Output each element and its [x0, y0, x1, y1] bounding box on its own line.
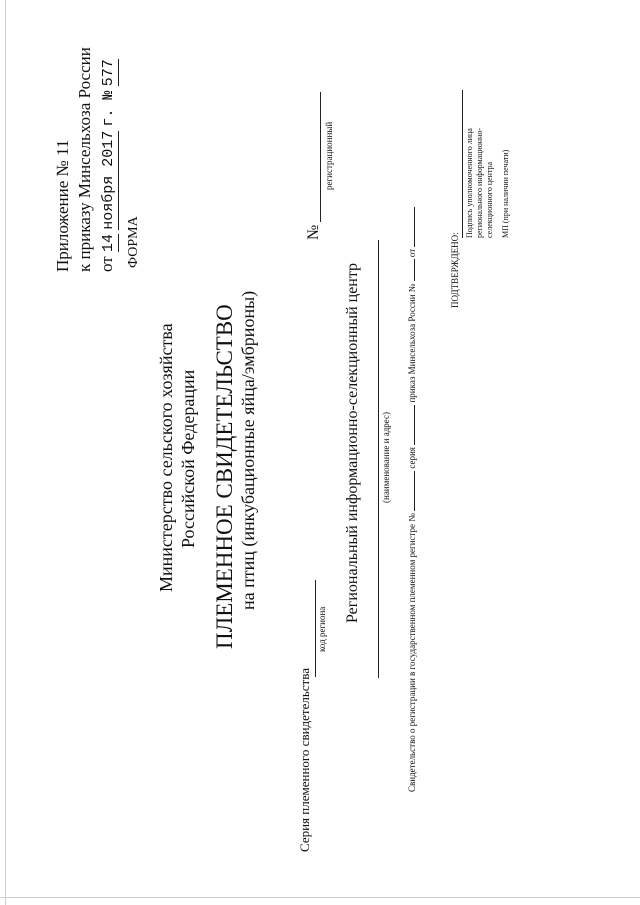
registration-date-blank [414, 207, 415, 247]
appendix-date-month-year: ноября 2017 [100, 130, 117, 230]
page-border-left [5, 0, 6, 905]
appendix-date-day: 14 [100, 234, 117, 253]
ministry-line1: Министерство сельского хозяйства [156, 323, 176, 592]
center-caption: (наименование и адрес) [381, 412, 391, 503]
registration-number-blank [414, 471, 415, 511]
number-caption: регистрационный [324, 121, 334, 190]
signature-caption-1: Подпись уполномоченного лица [465, 128, 474, 238]
registration-part4: от [407, 248, 417, 258]
certificate-subtitle: на птиц (инкубационные яйца/эмбрионы) [238, 290, 258, 610]
signature-caption-3: селекционного центра [485, 161, 494, 238]
registration-part2: серия [407, 447, 417, 469]
registration-order-blank [414, 259, 415, 281]
stamp-caption: МП (при наличии печати) [501, 149, 510, 238]
registration-line [408, 207, 418, 792]
signature-line [462, 90, 463, 238]
registration-part1: Свидетельство о регистрации в государственном племенном регистре № [407, 513, 417, 792]
series-caption: код региона [317, 606, 327, 652]
number-line [320, 92, 321, 222]
form-label: ФОРМА [126, 216, 141, 268]
appendix-year-suffix: г. № [100, 90, 117, 127]
signature-caption-2: регионального информационно- [475, 128, 484, 238]
appendix-line1: Приложение № 11 [53, 139, 72, 272]
page-border-bottom [0, 897, 640, 898]
registration-part3: приказ Минсельхоза России № [407, 283, 417, 403]
appendix-date-line [98, 59, 119, 272]
center-line [378, 240, 379, 678]
series-label: Серия племенного свидетельства [297, 668, 312, 852]
series-line [315, 580, 316, 677]
appendix-line2: к приказу Минсельхоза России [75, 47, 94, 272]
center-name: Региональный информационно-селекционный центр [344, 262, 361, 623]
appendix-date-prefix: от [97, 256, 116, 272]
number-symbol: № [305, 224, 322, 240]
certificate-title: ПЛЕМЕННОЕ СВИДЕТЕЛЬСТВО [212, 304, 237, 649]
ministry-line2: Российской Федерации [178, 369, 198, 548]
registration-series-blank [414, 405, 415, 445]
approved-label: ПОДТВЕРЖДЕНО: [450, 232, 460, 308]
appendix-order-number: 577 [100, 59, 117, 87]
